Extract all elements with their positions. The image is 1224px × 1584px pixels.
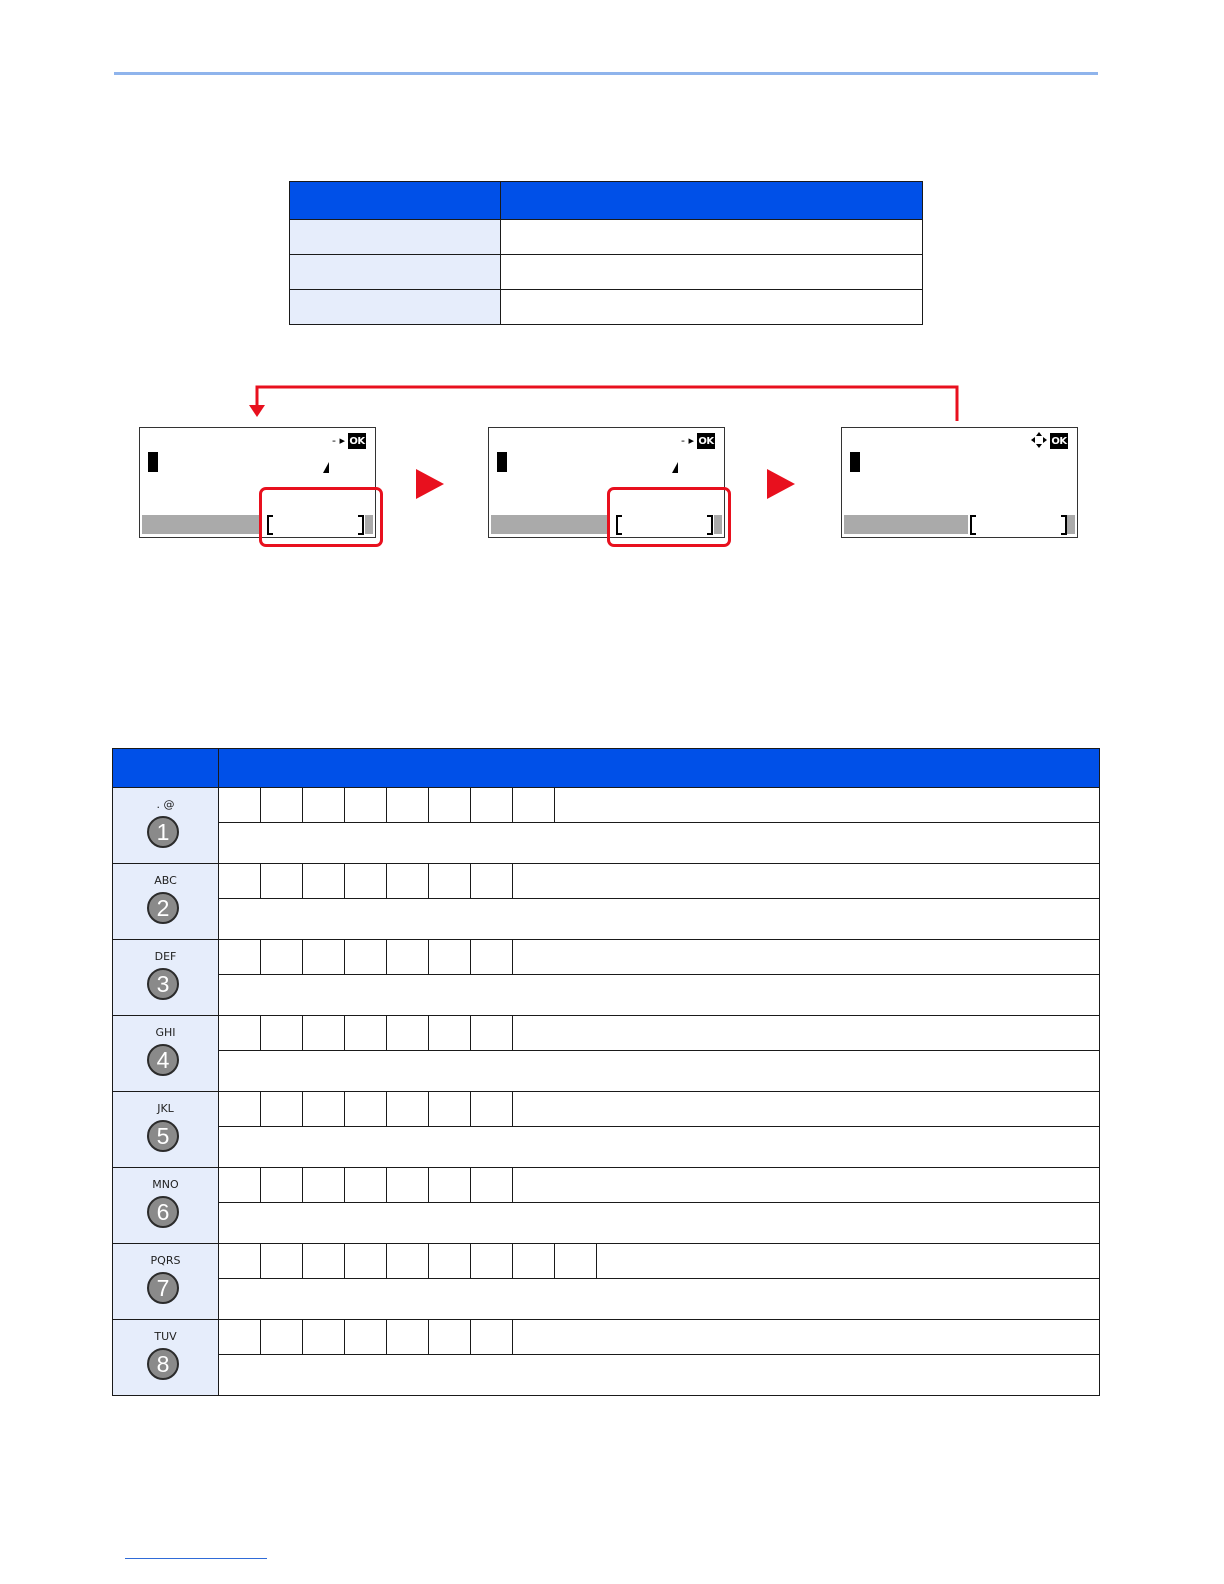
text-cursor [850,452,860,472]
character-cell [303,1016,345,1051]
softkey-bar [491,515,609,534]
character-cell [429,1168,471,1203]
key-2-icon: 2 [147,892,179,924]
character-cell [303,788,345,823]
table-row [290,255,923,290]
character-cell [387,1320,429,1355]
character-cell [429,1244,471,1279]
loop-back-arrow [245,383,965,423]
highlight-box [259,487,383,547]
character-cell [429,1320,471,1355]
character-cell [303,1244,345,1279]
text-cursor [148,452,158,472]
character-cell [345,1092,387,1127]
key-cell [113,1168,219,1244]
key-table-header-cell [219,749,1100,788]
key-4-icon: 4 [147,1044,179,1076]
input-mode-icon [672,462,678,473]
table-row [113,1092,1100,1127]
character-cell [219,940,261,975]
key-1-icon: 1 [147,816,179,848]
table-row [113,1203,1100,1244]
key-cell [113,940,219,1016]
text-cursor [497,452,507,472]
key-3-icon: 3 [147,968,179,1000]
character-cell [219,864,261,899]
next-arrow-icon [416,469,444,499]
character-cell [345,1016,387,1051]
character-cell-empty [513,864,1100,899]
table-row [113,1016,1100,1051]
character-cell [219,788,261,823]
character-cell [261,864,303,899]
character-cell [471,1244,513,1279]
character-cell [303,940,345,975]
character-cell [429,1016,471,1051]
table-row [290,220,923,255]
mode-table-header-cell [501,182,923,220]
character-cell [387,1244,429,1279]
key-letters-label: PQRS [150,1254,181,1267]
ok-icon: OK [697,433,715,449]
character-cell [303,864,345,899]
mode-description-cell [501,290,923,325]
character-cell-empty [513,1168,1100,1203]
character-cell-empty [513,1016,1100,1051]
ok-icon: OK [1050,433,1068,449]
character-cell [471,1168,513,1203]
arrow-right-icon: - ▸ [681,434,694,447]
key-cell [113,1016,219,1092]
key-cell [113,788,219,864]
character-cell-empty [513,940,1100,975]
bracket-left [970,515,976,535]
character-cell [513,1244,555,1279]
key-description-cell [219,1051,1100,1092]
character-cell [261,1092,303,1127]
key-8-icon: 8 [147,1348,179,1380]
character-cell [345,1244,387,1279]
softkey-bar [844,515,968,534]
key-cell [113,1244,219,1320]
key-description-cell [219,899,1100,940]
character-cell-empty [513,1092,1100,1127]
character-cell [387,1092,429,1127]
character-cell [429,864,471,899]
character-cell [471,1016,513,1051]
key-letters-label: JKL [157,1102,174,1115]
character-cell [219,1168,261,1203]
input-mode-icon [323,462,329,473]
table-row [113,864,1100,899]
mode-table-header [290,182,923,220]
table-row [113,975,1100,1016]
mode-cell [290,220,501,255]
character-cell-empty [555,788,1100,823]
character-cell [261,1016,303,1051]
lcd-screen-3 [841,427,1078,538]
key-cell [113,1320,219,1396]
key-7-icon: 7 [147,1272,179,1304]
character-cell [303,1092,345,1127]
character-cell [471,940,513,975]
key-cell [113,1092,219,1168]
table-row [113,940,1100,975]
character-cell [429,788,471,823]
mode-table-header-cell [290,182,501,220]
character-cell [471,1092,513,1127]
key-description-cell [219,1127,1100,1168]
key-letters-label: DEF [154,950,177,963]
mode-description-cell [501,220,923,255]
table-row [113,1320,1100,1355]
mode-cell [290,290,501,325]
character-cell [387,864,429,899]
character-cell [345,1168,387,1203]
character-cell [387,788,429,823]
key-table-header-cell [113,749,219,788]
character-cell [513,788,555,823]
key-5-icon: 5 [147,1120,179,1152]
character-cell [345,1320,387,1355]
key-6-icon: 6 [147,1196,179,1228]
mode-cell [290,255,501,290]
key-table-header [113,749,1100,788]
character-cell [261,1244,303,1279]
key-letters-label: TUV [154,1330,177,1343]
character-cell [303,1168,345,1203]
character-cell [219,1320,261,1355]
table-row [113,1127,1100,1168]
next-arrow-icon [767,469,795,499]
key-letters-label: ABC [154,874,177,887]
table-row [113,899,1100,940]
softkey-bar-end [1067,515,1075,534]
character-cell [261,1168,303,1203]
key-letters-label: GHI [155,1026,176,1039]
character-cell [345,864,387,899]
key-description-cell [219,1279,1100,1320]
key-description-cell [219,975,1100,1016]
footer-link-underline [125,1558,267,1559]
character-cell [471,864,513,899]
key-description-cell [219,823,1100,864]
cross-arrows-icon [1031,432,1047,448]
character-cell [219,1244,261,1279]
character-cell [387,1016,429,1051]
header-rule [114,72,1098,75]
character-cell [345,788,387,823]
table-row [113,1168,1100,1203]
key-description-cell [219,1203,1100,1244]
table-row [113,1279,1100,1320]
key-character-table [112,748,1100,1396]
character-cell [387,940,429,975]
table-row [113,1244,1100,1279]
arrow-right-icon: - ▸ [332,434,345,447]
table-row [113,1051,1100,1092]
key-letters-label: . @ [156,798,175,811]
character-cell [429,940,471,975]
character-cell [303,1320,345,1355]
table-row [113,823,1100,864]
character-cell [261,788,303,823]
character-cell [387,1168,429,1203]
character-cell-empty [513,1320,1100,1355]
character-cell [219,1092,261,1127]
ok-icon: OK [348,433,366,449]
table-row [113,788,1100,823]
highlight-box [607,487,731,547]
mode-description-cell [501,255,923,290]
character-cell [219,1016,261,1051]
character-cell [471,788,513,823]
table-row [290,290,923,325]
mode-table [289,181,923,325]
character-cell [261,940,303,975]
character-cell-empty [597,1244,1100,1279]
character-cell [261,1320,303,1355]
character-cell [555,1244,597,1279]
character-cell [345,940,387,975]
key-description-cell [219,1355,1100,1396]
character-cell [429,1092,471,1127]
key-letters-label: MNO [152,1178,179,1191]
table-row [113,1355,1100,1396]
softkey-bar [142,515,260,534]
key-cell [113,864,219,940]
character-cell [471,1320,513,1355]
